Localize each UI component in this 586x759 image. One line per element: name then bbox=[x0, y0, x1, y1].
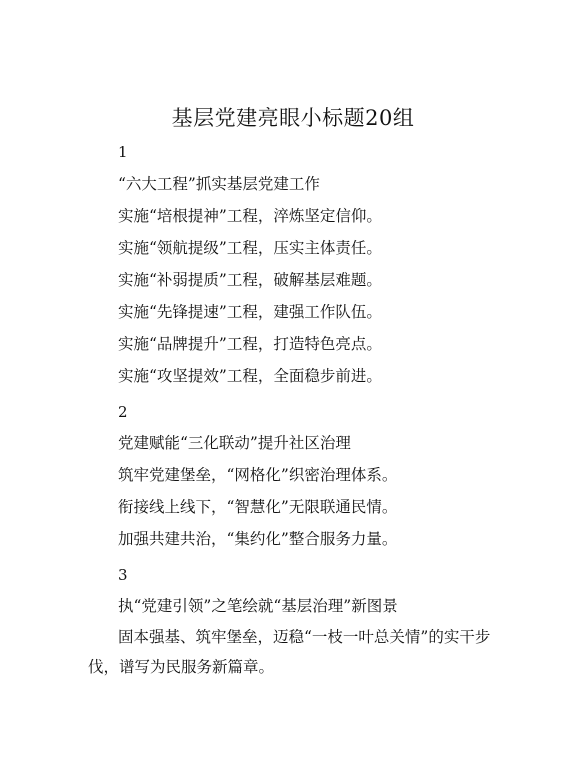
document-title: 基层党建亮眼小标题20组 bbox=[171, 106, 415, 130]
section-heading: 执“党建引领”之笔绘就“基层治理”新图景 bbox=[118, 597, 398, 615]
section-heading: 党建赋能“三化联动”提升社区治理 bbox=[118, 434, 351, 452]
section-line: 实施“培根提神”工程，淬炼坚定信仰。 bbox=[118, 207, 382, 225]
section-line: 衔接线上线下，“智慧化”无限联通民情。 bbox=[118, 498, 398, 516]
section-number: 1 bbox=[118, 143, 128, 161]
section-line: 实施“先锋提速”工程，建强工作队伍。 bbox=[118, 303, 382, 321]
section-line: 实施“补弱提质”工程，破解基层难题。 bbox=[118, 271, 382, 289]
section-paragraph: 固本强基、筑牢堡垒，迈稳“一枝一叶总关情”的实干步伐，谱写为民服务新篇章。 bbox=[88, 628, 491, 676]
section-line: 实施“品牌提升”工程，打造特色亮点。 bbox=[118, 335, 382, 353]
section-line: 实施“攻坚提效”工程，全面稳步前进。 bbox=[118, 367, 382, 385]
section-number: 3 bbox=[118, 566, 128, 584]
section-line: 实施“领航提级”工程，压实主体责任。 bbox=[118, 239, 382, 257]
section-heading: “六大工程”抓实基层党建工作 bbox=[118, 175, 320, 193]
section-line: 筑牢党建堡垒，“网格化”织密治理体系。 bbox=[118, 466, 398, 484]
section-number: 2 bbox=[118, 403, 128, 421]
section-line: 加强共建共治，“集约化”整合服务力量。 bbox=[118, 530, 398, 548]
